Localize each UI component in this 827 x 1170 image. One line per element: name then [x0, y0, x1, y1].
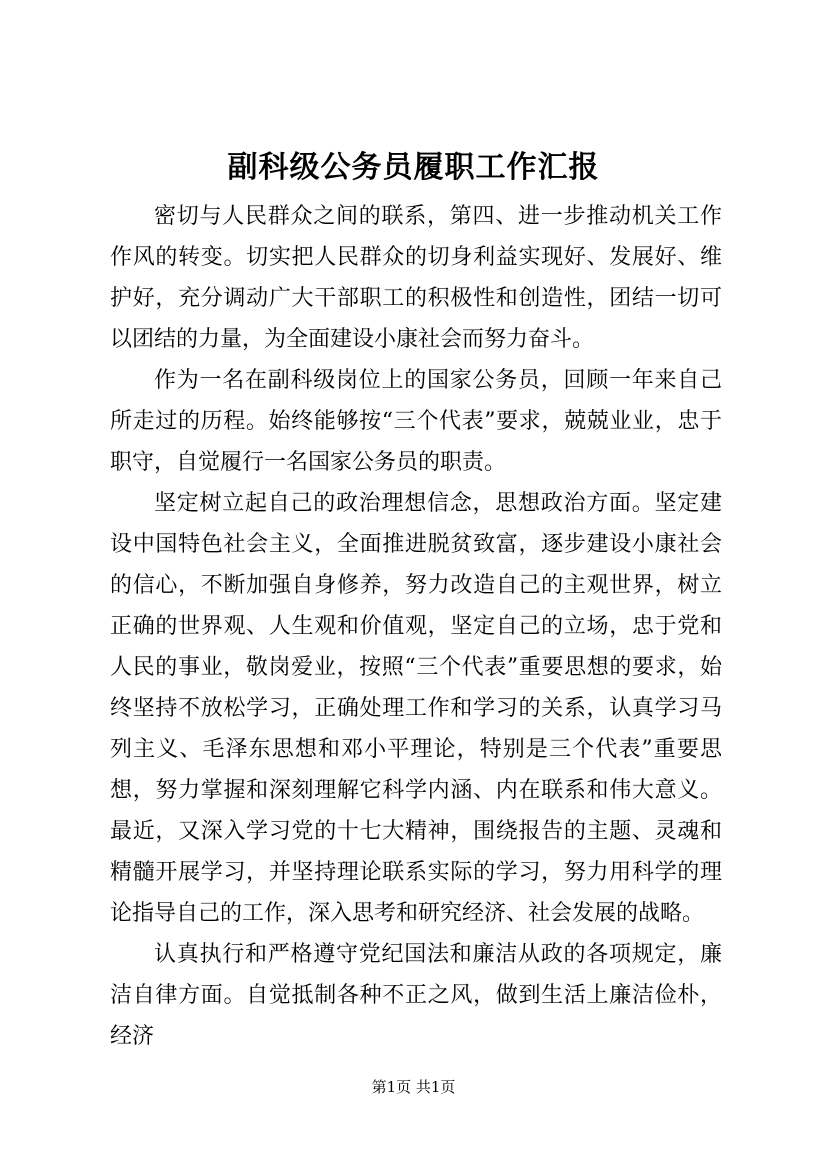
document-body [110, 196, 722, 1057]
paragraph-4: 认真执行和严格遵守党纪国法和廉洁从政的各项规定，廉洁自律方面。自觉抵制各种不正之风，做到生活上廉洁俭朴，经济 [110, 942, 722, 1049]
paragraph-1: 密切与人民群众之间的联系，第四、进一步推动机关工作作风的转变。切实把人民群众的切身利益实现好、发展好、维护好，充分调动广大干部职工的积极性和创造性，团结一切可以团结的力量，为全面建设小康社会而努力奋斗。 [110, 204, 722, 352]
page-footer: 第1页 共1页 [371, 1078, 456, 1096]
paragraph-2: 作为一名在副科级岗位上的国家公务员，回顾一年来自己所走过的历程。始终能够按“三个代表”要求，兢兢业业，忠于职守，自觉履行一名国家公务员的职责。 [110, 368, 722, 475]
paragraph-3: 坚定树立起自己的政治理想信念，思想政治方面。坚定建设中国特色社会主义，全面推进脱贫致富，逐步建设小康社会的信心，不断加强自身修养，努力改造自己的主观世界，树立正确的世界观、人生观和价值观，坚定自己的立场，忠于党和人民的事业，敬岗爱业，按照“三个代表”重要思想的要求，始终坚持不放松学习，正确处理工作和学习的关系，认真学习马列主义、毛泽东思想和邓小平理论，特别是三个代表”重要思想，努力掌握和深刻理解它科学内涵、内在联系和伟大意义。最近，又深入学习党的十七大精神，围绕报告的主题、灵魂和精髓开展学习，并坚持理论联系实际的学习，努力用科学的理论指导自己的工作，深入思考和研究经济、社会发展的战略。 [110, 491, 722, 926]
document-title: 副科级公务员履职工作汇报 [227, 150, 600, 185]
